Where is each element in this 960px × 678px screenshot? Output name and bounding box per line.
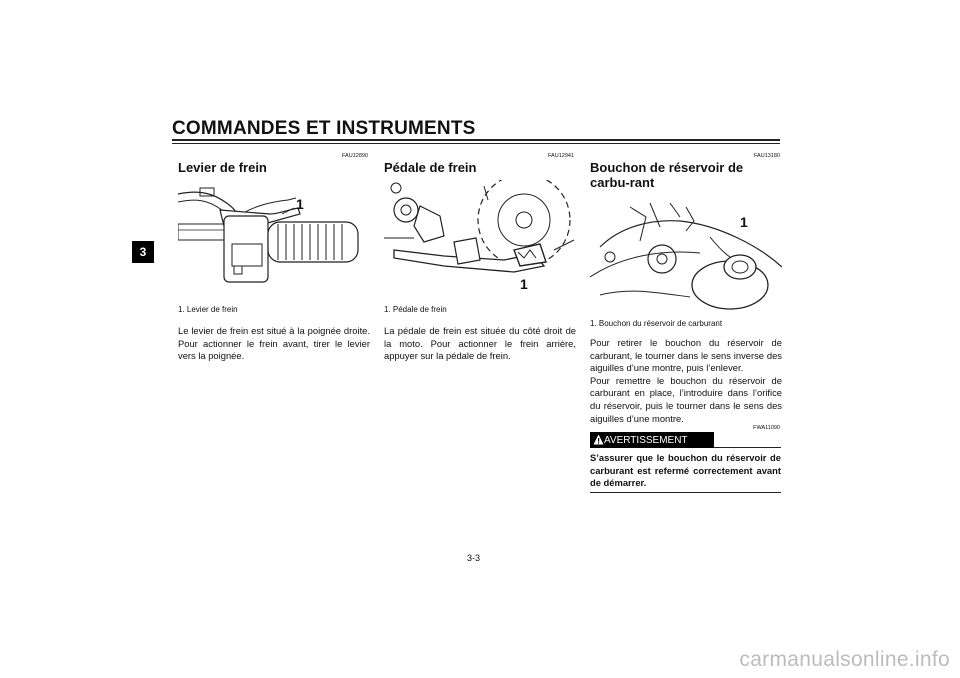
warning-icon <box>593 434 604 445</box>
warning-rule <box>714 447 781 448</box>
section-title: Pédale de frein <box>384 160 477 175</box>
section-code: FAU12941 <box>548 153 574 159</box>
header-rule <box>172 139 780 141</box>
figure-caption: 1. Levier de frein <box>178 305 238 314</box>
fuel-tank-cap-illustration <box>590 197 782 315</box>
section-title: Levier de frein <box>178 160 267 175</box>
section-body: Le levier de frein est situé à la poignée droite. Pour actionner le frein avant, tirer le levier vers la poignée. <box>178 325 370 362</box>
callout-number: 1 <box>520 276 528 292</box>
brake-pedal-illustration <box>384 180 576 298</box>
brake-lever-illustration <box>178 180 370 298</box>
header-rule-thin <box>172 143 780 144</box>
watermark: carmanualsonline.info <box>739 648 950 671</box>
figure-caption: 1. Pédale de frein <box>384 305 447 314</box>
warning-text: S’assurer que le bouchon du réservoir de carburant est refermé correctement avant de démarrer. <box>590 452 781 489</box>
figure-caption: 1. Bouchon du réservoir de carburant <box>590 319 723 328</box>
callout-number: 1 <box>296 196 304 212</box>
warning-banner <box>590 432 714 448</box>
section-title: Bouchon de réservoir de carbu-rant <box>590 160 744 190</box>
section-body: Pour retirer le bouchon du réservoir de carburant, le tourner dans le sens inverse des aiguilles d’une montre, puis l’enlever. Pour remettre le bouchon du réservoir de carburant en place, l’introduire dans l’orifice du réservoir, puis le tourner dans le sens des aiguilles d’une montre. <box>590 337 782 424</box>
chapter-tab: 3 <box>132 241 154 263</box>
section-code: FAU13180 <box>754 153 780 159</box>
page-number: 3-3 <box>467 553 481 563</box>
warning-label: AVERTISSEMENT <box>604 434 688 446</box>
section-body: La pédale de frein est située du côté droit de la moto. Pour actionner le frein arrière, appuyer sur la pédale de frein. <box>384 325 576 362</box>
warning-code: FWA11090 <box>753 425 780 431</box>
warning-bottom-rule <box>590 492 781 493</box>
page-title: COMMANDES ET INSTRUMENTS <box>172 118 476 139</box>
callout-number: 1 <box>740 214 748 230</box>
section-code: FAU12890 <box>342 153 368 159</box>
